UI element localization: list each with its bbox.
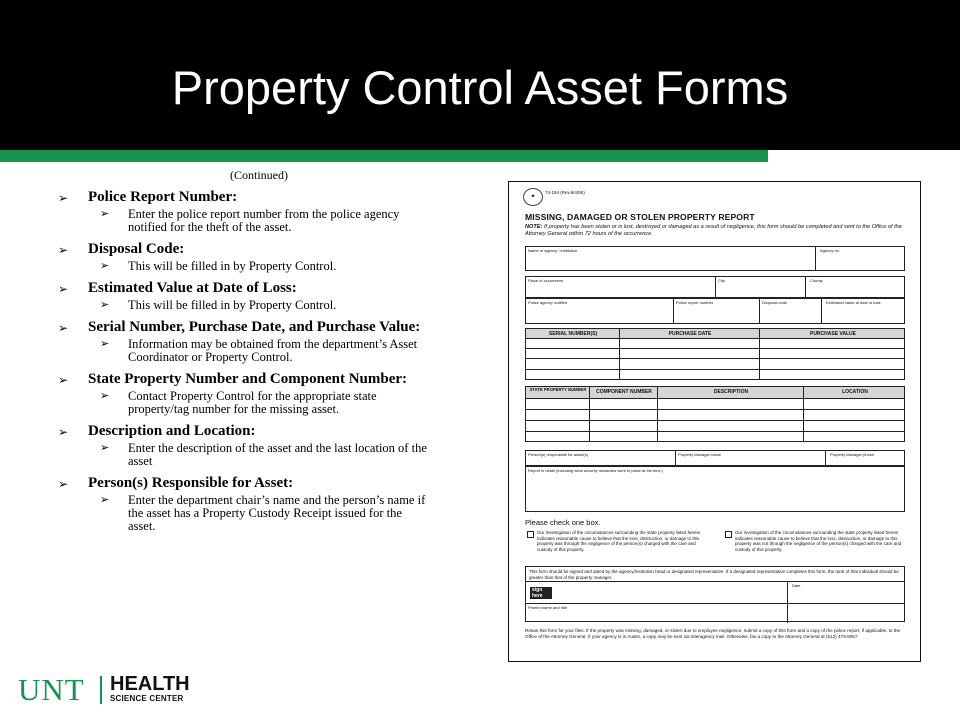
form-row-police: Police agency notified Police report number Disposal code Estimated value at date of loss: [525, 298, 905, 324]
sign-here-tab: sign here: [530, 587, 552, 599]
form-row-responsible: Person(s) responsible for asset(s) Property Manager name Property Manager phone: [525, 450, 905, 466]
arrow-bullet-icon: ➢: [100, 208, 110, 220]
form-table-serial: SERIAL NUMBER(S) PURCHASE DATE PURCHASE VALUE: [525, 328, 905, 380]
check-not-negligent-text: Our investigation of the circumstances surrounding the state property listed herein indicates reasonable cause to believe that the loss, destruction, or damage to this property was not through the negligence of the person(s) charged with the care and custody of this property.: [735, 530, 902, 552]
arrow-bullet-icon: ➢: [58, 321, 69, 335]
item-persons-responsible: ➢ Person(s) Responsible for Asset:: [58, 475, 294, 491]
check-negligent-text: Our investigation of the circumstances surrounding the state property listed herein indicates reasonable cause to believe that the loss, destruction, or damage to this property was through the negligence of the person(s) charged with the care and custody of this property.: [537, 530, 701, 552]
arrow-bullet-icon: ➢: [58, 191, 69, 205]
arrow-bullet-icon: ➢: [58, 477, 69, 491]
sub-persons-responsible: ➢ Enter the department chair’s name and the person’s name if the asset has a Property Custody Receipt issued for the asset.: [100, 493, 426, 533]
sub-estimated-value: ➢ This will be filled in by Property Control.: [100, 298, 337, 312]
check-title: Please check one box.: [525, 518, 601, 527]
form-title: MISSING, DAMAGED OR STOLEN PROPERTY REPORT: [525, 212, 755, 222]
form-table-property: STATE PROPERTY NUMBER COMPONENT NUMBER DESCRIPTION LOCATION: [525, 386, 905, 442]
accent-bar: [0, 150, 768, 162]
checkbox-not-negligent-icon: [725, 531, 732, 538]
form-row-place: Place of occurrence City County: [525, 276, 905, 298]
arrow-bullet-icon: ➢: [58, 243, 69, 257]
sub-police-report: ➢ Enter the police report number from the police agency notified for the theft of the asset.: [100, 207, 400, 234]
item-state-property: ➢ State Property Number and Component Number:: [58, 371, 408, 387]
arrow-bullet-icon: ➢: [100, 442, 110, 454]
sub-description-location: ➢ Enter the description of the asset and the last location of the asset: [100, 441, 427, 468]
arrow-bullet-icon: ➢: [100, 260, 110, 272]
arrow-bullet-icon: ➢: [100, 338, 110, 350]
form-report-detail: Report in detail (including what security measures were in place at the time.): [525, 466, 905, 512]
property-report-form-image: [508, 181, 921, 662]
checkbox-negligent-icon: [527, 531, 534, 538]
state-seal-icon: ✦: [523, 188, 543, 206]
item-disposal-code: ➢ Disposal Code:: [58, 241, 185, 257]
arrow-bullet-icon: ➢: [100, 494, 110, 506]
sub-disposal-code: ➢ This will be filled in by Property Control.: [100, 259, 337, 273]
arrow-bullet-icon: ➢: [100, 299, 110, 311]
form-row-agency: Name of agency / institution Agency no.: [525, 246, 905, 271]
sub-state-property: ➢ Contact Property Control for the appropriate state property/tag number for the missing asset.: [100, 389, 377, 416]
item-estimated-value: ➢ Estimated Value at Date of Loss:: [58, 280, 297, 296]
arrow-bullet-icon: ➢: [58, 425, 69, 439]
form-retain-text: Retain this form for your files. If the property was missing, damaged, or stolen due to employee negligence, submit a copy of this form and a copy of the police report, if applicable, to the Office of the Attorney General. If your agency is in Austin, a copy may be sent via interagency mail. Otherwise, fax a copy to the Attorney General at (512) 479-8057.: [525, 628, 901, 639]
continued-label: (Continued): [230, 168, 288, 182]
page-title: Property Control Asset Forms: [171, 61, 789, 114]
form-number: 74-184 (Rev.9/4/95): [545, 190, 585, 195]
form-signature-block: This form should be signed and dated by the agency/institution head or designated representative. If a designated representative completes this form, the rank of that individual should be greater than that of the property manager. sign here Date Printed name and title: [525, 566, 905, 622]
item-police-report: ➢ Police Report Number:: [58, 189, 238, 205]
item-serial-number: ➢ Serial Number, Purchase Date, and Purchase Value:: [58, 319, 421, 335]
sub-serial-number: ➢ Information may be obtained from the department’s Asset Coordinator or Property Control.: [100, 337, 418, 364]
arrow-bullet-icon: ➢: [58, 373, 69, 387]
item-description-location: ➢ Description and Location:: [58, 423, 256, 439]
arrow-bullet-icon: ➢: [100, 390, 110, 402]
instructions: [58, 168, 430, 540]
arrow-bullet-icon: ➢: [58, 282, 69, 296]
form-note: NOTE: If property has been stolen or is lost, destroyed or damaged as a result of negligence, this form should be completed and sent to the Office of the Attorney General within 72 hours of the occurrence.: [525, 224, 902, 237]
